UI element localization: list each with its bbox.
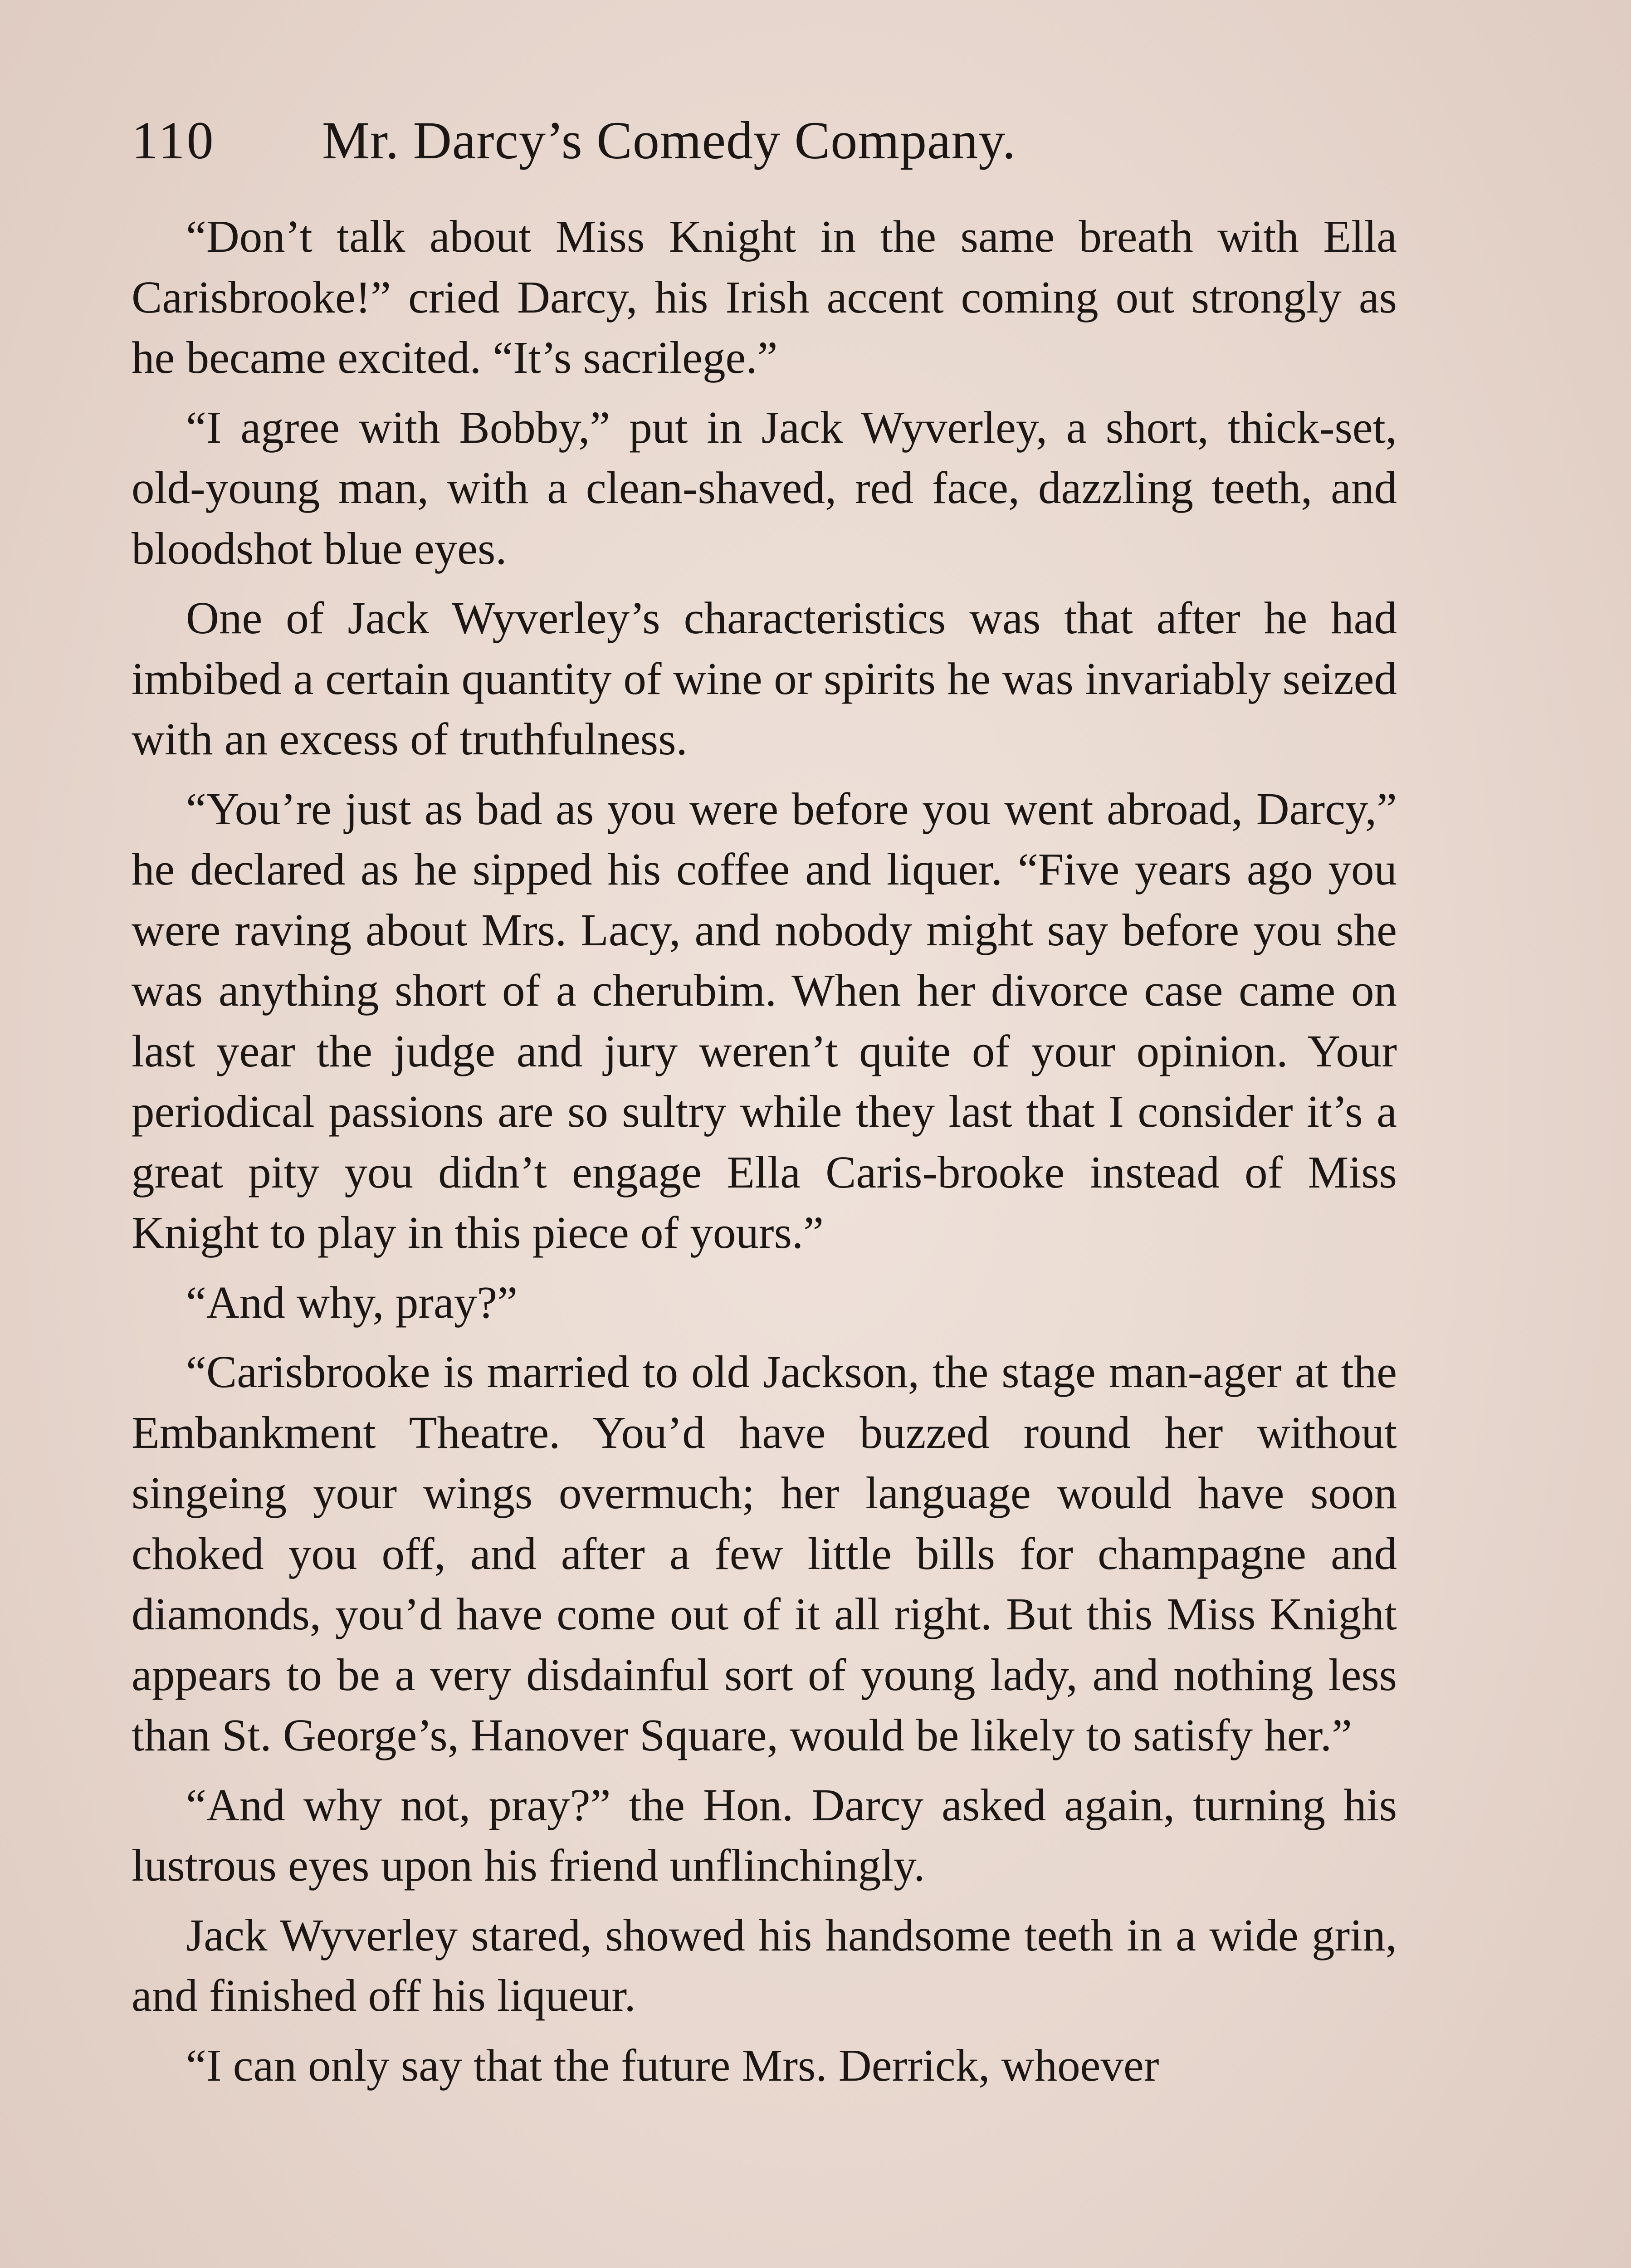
paragraph: “Carisbrooke is married to old Jackson, the stage man-ager at the Embankment Theatre. You’d have buzzed round her without singeing your wings overmuch; her language would have soon choked you off, and after a few little bills for champagne and diamonds, you’d have come out of it all right. But this Miss Knight appears to be a very disdainful sort of young lady, and nothing less than St. George’s, Hanover Square, would be likely to satisfy her.” (132, 1346, 1397, 1760)
paragraph: “You’re just as bad as you were before you went abroad, Darcy,” he declared as he sipped his coffee and liquer. “Five years ago you were raving about Mrs. Lacy, and nobody might say before you she was anything short of a cherubim. When her divorce case came on last year the judge and jury weren’t quite of your opinion. Your periodical passions are so sultry while they last that I consider it’s a great pity you didn’t engage Ella Caris-brooke instead of Miss Knight to play in this piece of yours.” (132, 783, 1397, 1258)
paragraph: “And why not, pray?” the Hon. Darcy asked again, turning his lustrous eyes upon his friend unflinchingly. (132, 1779, 1397, 1891)
paragraph: “I can only say that the future Mrs. Derrick, whoever (186, 2039, 1159, 2091)
running-title: Mr. Darcy’s Comedy Company. (322, 111, 1016, 170)
paragraph: One of Jack Wyverley’s characteristics was that after he had imbibed a certain quantity of wine or spirits he was invariably seized with an excess of truthfulness. (132, 592, 1397, 764)
paragraph: Jack Wyverley stared, showed his handsome teeth in a wide grin, and finished off his liqueur. (132, 1909, 1397, 2021)
paragraph: “Don’t talk about Miss Knight in the same breath with Ella Carisbrooke!” cried Darcy, his Irish accent coming out strongly as he became excited. “It’s sacrilege.” (132, 211, 1397, 383)
body-text (132, 206, 1397, 2105)
page-number: 110 (132, 111, 215, 170)
page-header (132, 104, 1447, 177)
paragraph: “And why, pray?” (186, 1276, 518, 1328)
paragraph: “I agree with Bobby,” put in Jack Wyverley, a short, thick-set, old-young man, with a clean-shaved, red face, dazzling teeth, and bloodshot blue eyes. (132, 401, 1397, 574)
